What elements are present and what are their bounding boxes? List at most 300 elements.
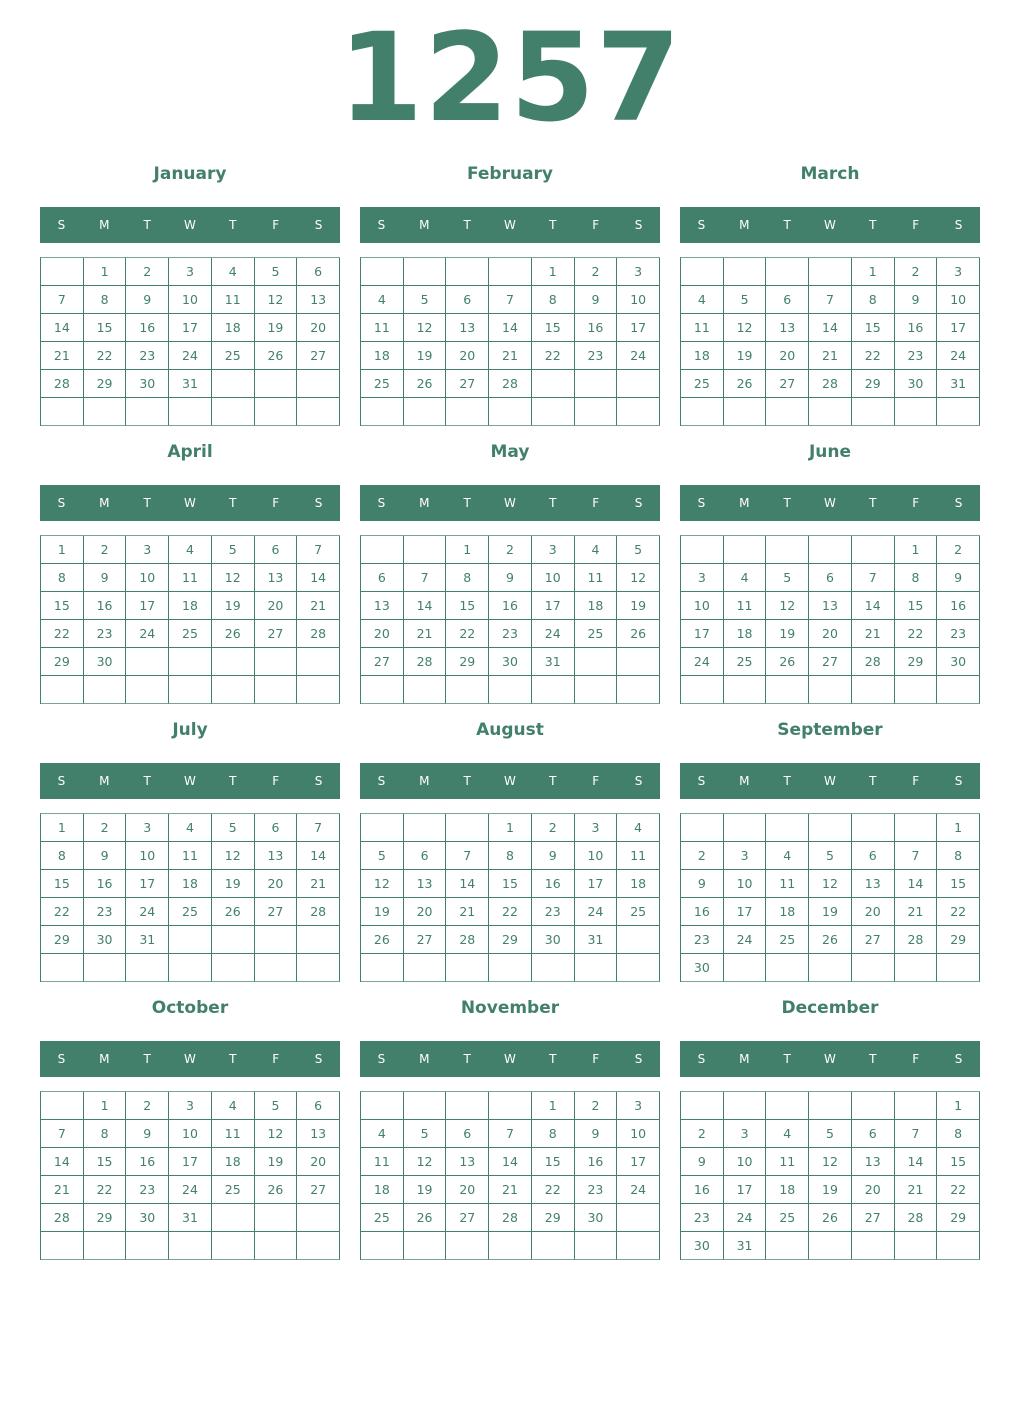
- weekday-label: S: [697, 774, 706, 788]
- day-cell: 9: [126, 1120, 169, 1148]
- day-cell: 20: [446, 1176, 489, 1204]
- empty-day-cell: [255, 398, 298, 426]
- day-cell: 28: [489, 1204, 532, 1232]
- day-cell: 6: [852, 1120, 895, 1148]
- day-cell: 22: [84, 342, 127, 370]
- day-cell: 15: [489, 870, 532, 898]
- weekday-label: T: [869, 496, 877, 510]
- weekday-label: S: [634, 1052, 643, 1066]
- empty-day-cell: [617, 370, 660, 398]
- empty-day-cell: [361, 954, 404, 982]
- day-cell: 6: [446, 1120, 489, 1148]
- empty-day-cell: [255, 676, 298, 704]
- empty-day-cell: [766, 814, 809, 842]
- day-cell: 6: [404, 842, 447, 870]
- day-cell: 14: [489, 1148, 532, 1176]
- day-cell: 9: [681, 870, 724, 898]
- day-cell: 4: [617, 814, 660, 842]
- weekday-label: T: [869, 218, 877, 232]
- empty-day-cell: [446, 1092, 489, 1120]
- day-cell: 26: [617, 620, 660, 648]
- day-cell: 7: [297, 536, 340, 564]
- empty-day-cell: [169, 926, 212, 954]
- empty-day-cell: [895, 814, 938, 842]
- weekday-label: F: [272, 1052, 280, 1066]
- empty-day-cell: [446, 814, 489, 842]
- empty-day-cell: [126, 1232, 169, 1260]
- day-cell: 11: [361, 314, 404, 342]
- day-cell: 5: [724, 286, 767, 314]
- weekday-label: T: [463, 496, 471, 510]
- weekday-label: W: [824, 1052, 836, 1066]
- empty-day-cell: [766, 1232, 809, 1260]
- day-cell: 10: [681, 592, 724, 620]
- day-cell: 4: [212, 258, 255, 286]
- empty-day-cell: [297, 676, 340, 704]
- day-cell: 29: [41, 926, 84, 954]
- empty-day-cell: [361, 1092, 404, 1120]
- day-cell: 25: [212, 1176, 255, 1204]
- empty-day-cell: [297, 648, 340, 676]
- day-cell: 6: [766, 286, 809, 314]
- empty-day-cell: [297, 954, 340, 982]
- day-cell: 18: [169, 870, 212, 898]
- day-cell: 10: [724, 870, 767, 898]
- weekday-label: T: [869, 1052, 877, 1066]
- day-cell: 10: [617, 286, 660, 314]
- weekday-label: T: [869, 774, 877, 788]
- day-cell: 6: [297, 1092, 340, 1120]
- day-cell: 29: [937, 926, 980, 954]
- day-cell: 12: [255, 1120, 298, 1148]
- day-cell: 9: [84, 564, 127, 592]
- day-cell: 13: [255, 564, 298, 592]
- day-cell: 8: [446, 564, 489, 592]
- day-cell: 2: [681, 842, 724, 870]
- weekday-label: S: [57, 1052, 66, 1066]
- empty-day-cell: [681, 814, 724, 842]
- weekday-label: T: [549, 774, 557, 788]
- day-cell: 28: [852, 648, 895, 676]
- day-cell: 11: [212, 1120, 255, 1148]
- day-cell: 24: [575, 898, 618, 926]
- empty-day-cell: [852, 676, 895, 704]
- day-cell: 3: [169, 258, 212, 286]
- day-cell: 1: [84, 1092, 127, 1120]
- day-cell: 14: [297, 564, 340, 592]
- day-cell: 19: [724, 342, 767, 370]
- day-cell: 21: [41, 342, 84, 370]
- day-cell: 11: [766, 870, 809, 898]
- day-cell: 4: [212, 1092, 255, 1120]
- day-cell: 21: [852, 620, 895, 648]
- month-name: February: [466, 164, 554, 184]
- day-cell: 7: [895, 1120, 938, 1148]
- empty-day-cell: [446, 398, 489, 426]
- day-cell: 17: [617, 314, 660, 342]
- empty-day-cell: [126, 398, 169, 426]
- empty-day-cell: [809, 258, 852, 286]
- weekday-label: M: [99, 1052, 110, 1066]
- day-cell: 23: [681, 926, 724, 954]
- day-grid: [40, 257, 340, 426]
- month-july: [40, 714, 340, 992]
- day-cell: 24: [681, 648, 724, 676]
- day-cell: 29: [84, 1204, 127, 1232]
- day-cell: 13: [361, 592, 404, 620]
- empty-day-cell: [532, 398, 575, 426]
- day-cell: 2: [575, 1092, 618, 1120]
- day-cell: 1: [852, 258, 895, 286]
- day-cell: 17: [169, 314, 212, 342]
- day-cell: 15: [41, 592, 84, 620]
- empty-day-cell: [255, 648, 298, 676]
- month-name: October: [151, 998, 229, 1018]
- day-cell: 17: [575, 870, 618, 898]
- day-cell: 22: [532, 342, 575, 370]
- weekday-label: S: [954, 218, 963, 232]
- empty-day-cell: [212, 370, 255, 398]
- day-cell: 26: [766, 648, 809, 676]
- empty-day-cell: [361, 814, 404, 842]
- day-cell: 30: [681, 1232, 724, 1260]
- day-cell: 25: [169, 620, 212, 648]
- empty-day-cell: [575, 370, 618, 398]
- day-cell: 11: [212, 286, 255, 314]
- day-cell: 19: [212, 870, 255, 898]
- day-cell: 21: [41, 1176, 84, 1204]
- empty-day-cell: [255, 954, 298, 982]
- weekday-header: [40, 485, 340, 521]
- empty-day-cell: [489, 1092, 532, 1120]
- day-cell: 1: [41, 536, 84, 564]
- day-grid: [680, 257, 980, 426]
- day-cell: 5: [404, 286, 447, 314]
- day-cell: 8: [41, 842, 84, 870]
- day-cell: 19: [809, 898, 852, 926]
- month-april: [40, 436, 340, 714]
- day-cell: 16: [532, 870, 575, 898]
- day-cell: 14: [895, 1148, 938, 1176]
- weekday-label: S: [634, 774, 643, 788]
- day-cell: 7: [489, 286, 532, 314]
- day-cell: 26: [724, 370, 767, 398]
- day-cell: 9: [489, 564, 532, 592]
- day-cell: 14: [852, 592, 895, 620]
- weekday-label: T: [143, 1052, 151, 1066]
- day-cell: 20: [297, 314, 340, 342]
- day-cell: 15: [937, 1148, 980, 1176]
- day-cell: 27: [766, 370, 809, 398]
- empty-day-cell: [212, 398, 255, 426]
- day-cell: 29: [895, 648, 938, 676]
- weekday-label: S: [377, 774, 386, 788]
- day-cell: 20: [361, 620, 404, 648]
- day-cell: 17: [126, 592, 169, 620]
- day-cell: 29: [852, 370, 895, 398]
- weekday-header: [680, 1041, 980, 1077]
- empty-day-cell: [575, 1232, 618, 1260]
- month-january: [40, 158, 340, 436]
- empty-day-cell: [575, 954, 618, 982]
- weekday-label: W: [184, 1052, 196, 1066]
- empty-day-cell: [255, 926, 298, 954]
- day-cell: 17: [724, 1176, 767, 1204]
- day-cell: 20: [809, 620, 852, 648]
- day-cell: 6: [361, 564, 404, 592]
- day-cell: 7: [297, 814, 340, 842]
- empty-day-cell: [895, 398, 938, 426]
- month-name: December: [781, 998, 879, 1018]
- day-cell: 17: [681, 620, 724, 648]
- weekday-label: M: [419, 496, 430, 510]
- day-cell: 15: [84, 314, 127, 342]
- day-cell: 2: [489, 536, 532, 564]
- weekday-label: W: [184, 218, 196, 232]
- day-cell: 9: [575, 1120, 618, 1148]
- day-cell: 26: [212, 898, 255, 926]
- day-cell: 2: [84, 814, 127, 842]
- empty-day-cell: [724, 1092, 767, 1120]
- weekday-label: T: [463, 218, 471, 232]
- weekday-label: F: [272, 218, 280, 232]
- empty-day-cell: [41, 676, 84, 704]
- day-cell: 10: [169, 286, 212, 314]
- day-cell: 3: [617, 1092, 660, 1120]
- day-cell: 12: [404, 1148, 447, 1176]
- empty-day-cell: [84, 676, 127, 704]
- day-cell: 12: [809, 870, 852, 898]
- day-cell: 21: [895, 1176, 938, 1204]
- day-cell: 26: [404, 370, 447, 398]
- month-november: [360, 992, 660, 1270]
- weekday-header: [680, 763, 980, 799]
- day-cell: 19: [404, 1176, 447, 1204]
- day-cell: 7: [489, 1120, 532, 1148]
- weekday-label: T: [143, 218, 151, 232]
- day-cell: 10: [126, 842, 169, 870]
- day-cell: 21: [446, 898, 489, 926]
- day-cell: 8: [41, 564, 84, 592]
- day-cell: 21: [297, 592, 340, 620]
- empty-day-cell: [255, 1204, 298, 1232]
- day-cell: 28: [446, 926, 489, 954]
- empty-day-cell: [126, 648, 169, 676]
- day-cell: 30: [895, 370, 938, 398]
- month-december: [680, 992, 980, 1270]
- day-grid: [680, 535, 980, 704]
- day-cell: 26: [404, 1204, 447, 1232]
- day-cell: 30: [84, 926, 127, 954]
- weekday-label: S: [954, 774, 963, 788]
- day-cell: 9: [84, 842, 127, 870]
- day-cell: 13: [297, 286, 340, 314]
- day-cell: 8: [937, 1120, 980, 1148]
- day-cell: 22: [489, 898, 532, 926]
- empty-day-cell: [766, 536, 809, 564]
- day-cell: 4: [575, 536, 618, 564]
- day-cell: 8: [852, 286, 895, 314]
- day-cell: 27: [255, 620, 298, 648]
- day-cell: 11: [361, 1148, 404, 1176]
- day-cell: 13: [766, 314, 809, 342]
- weekday-label: F: [592, 774, 600, 788]
- empty-day-cell: [404, 258, 447, 286]
- weekday-label: S: [314, 1052, 323, 1066]
- day-cell: 11: [724, 592, 767, 620]
- empty-day-cell: [169, 954, 212, 982]
- empty-day-cell: [489, 1232, 532, 1260]
- empty-day-cell: [361, 536, 404, 564]
- day-cell: 28: [895, 1204, 938, 1232]
- day-cell: 12: [255, 286, 298, 314]
- day-cell: 16: [681, 1176, 724, 1204]
- month-name: April: [167, 442, 213, 462]
- day-cell: 19: [809, 1176, 852, 1204]
- day-cell: 26: [809, 1204, 852, 1232]
- day-cell: 3: [724, 842, 767, 870]
- day-cell: 21: [895, 898, 938, 926]
- empty-day-cell: [766, 954, 809, 982]
- day-cell: 10: [532, 564, 575, 592]
- empty-day-cell: [297, 1232, 340, 1260]
- day-cell: 10: [724, 1148, 767, 1176]
- day-cell: 20: [404, 898, 447, 926]
- weekday-label: M: [419, 218, 430, 232]
- day-cell: 12: [212, 842, 255, 870]
- weekday-label: T: [783, 774, 791, 788]
- empty-day-cell: [489, 954, 532, 982]
- day-cell: 6: [809, 564, 852, 592]
- weekday-label: T: [783, 1052, 791, 1066]
- day-cell: 28: [809, 370, 852, 398]
- weekday-header: [360, 485, 660, 521]
- day-cell: 25: [766, 1204, 809, 1232]
- day-cell: 27: [255, 898, 298, 926]
- day-cell: 3: [937, 258, 980, 286]
- day-cell: 27: [297, 1176, 340, 1204]
- day-cell: 20: [446, 342, 489, 370]
- day-cell: 30: [126, 1204, 169, 1232]
- day-cell: 2: [937, 536, 980, 564]
- day-cell: 3: [126, 814, 169, 842]
- weekday-label: T: [143, 496, 151, 510]
- day-cell: 7: [446, 842, 489, 870]
- month-october: [40, 992, 340, 1270]
- empty-day-cell: [809, 1092, 852, 1120]
- weekday-label: S: [57, 218, 66, 232]
- weekday-label: T: [463, 1052, 471, 1066]
- day-cell: 17: [169, 1148, 212, 1176]
- day-cell: 24: [169, 1176, 212, 1204]
- day-cell: 12: [766, 592, 809, 620]
- day-cell: 5: [361, 842, 404, 870]
- day-cell: 22: [895, 620, 938, 648]
- day-cell: 1: [937, 1092, 980, 1120]
- empty-day-cell: [937, 954, 980, 982]
- weekday-label: F: [272, 774, 280, 788]
- day-cell: 25: [724, 648, 767, 676]
- empty-day-cell: [126, 676, 169, 704]
- day-grid: [360, 1091, 660, 1260]
- day-cell: 18: [361, 1176, 404, 1204]
- day-cell: 30: [126, 370, 169, 398]
- weekday-label: M: [739, 218, 750, 232]
- day-cell: 2: [84, 536, 127, 564]
- day-cell: 5: [404, 1120, 447, 1148]
- day-cell: 25: [212, 342, 255, 370]
- day-cell: 19: [617, 592, 660, 620]
- empty-day-cell: [809, 676, 852, 704]
- day-cell: 19: [766, 620, 809, 648]
- empty-day-cell: [681, 258, 724, 286]
- day-cell: 24: [532, 620, 575, 648]
- day-cell: 10: [575, 842, 618, 870]
- day-cell: 23: [575, 342, 618, 370]
- weekday-label: M: [99, 496, 110, 510]
- day-cell: 7: [809, 286, 852, 314]
- empty-day-cell: [532, 1232, 575, 1260]
- day-cell: 28: [41, 370, 84, 398]
- weekday-header: [40, 763, 340, 799]
- months-grid: [40, 158, 980, 1270]
- day-cell: 28: [489, 370, 532, 398]
- day-cell: 5: [809, 1120, 852, 1148]
- day-cell: 6: [297, 258, 340, 286]
- day-cell: 30: [681, 954, 724, 982]
- empty-day-cell: [404, 1092, 447, 1120]
- day-cell: 9: [937, 564, 980, 592]
- day-cell: 22: [532, 1176, 575, 1204]
- weekday-label: T: [783, 218, 791, 232]
- day-cell: 8: [532, 286, 575, 314]
- day-cell: 17: [617, 1148, 660, 1176]
- day-cell: 28: [895, 926, 938, 954]
- day-cell: 16: [126, 1148, 169, 1176]
- day-cell: 25: [617, 898, 660, 926]
- empty-day-cell: [255, 1232, 298, 1260]
- day-cell: 8: [895, 564, 938, 592]
- day-cell: 5: [617, 536, 660, 564]
- day-cell: 16: [84, 870, 127, 898]
- day-cell: 6: [255, 814, 298, 842]
- empty-day-cell: [617, 398, 660, 426]
- weekday-header: [40, 1041, 340, 1077]
- day-cell: 19: [361, 898, 404, 926]
- day-cell: 15: [852, 314, 895, 342]
- day-cell: 30: [937, 648, 980, 676]
- day-cell: 29: [41, 648, 84, 676]
- empty-day-cell: [852, 536, 895, 564]
- empty-day-cell: [575, 398, 618, 426]
- empty-day-cell: [617, 1204, 660, 1232]
- day-cell: 21: [489, 1176, 532, 1204]
- day-cell: 2: [126, 258, 169, 286]
- day-cell: 14: [41, 314, 84, 342]
- day-cell: 14: [895, 870, 938, 898]
- day-cell: 4: [169, 814, 212, 842]
- empty-day-cell: [446, 676, 489, 704]
- day-cell: 20: [255, 870, 298, 898]
- day-cell: 1: [446, 536, 489, 564]
- day-cell: 14: [446, 870, 489, 898]
- empty-day-cell: [937, 1232, 980, 1260]
- month-name: November: [460, 998, 560, 1018]
- day-cell: 30: [532, 926, 575, 954]
- weekday-label: W: [824, 774, 836, 788]
- empty-day-cell: [169, 398, 212, 426]
- empty-day-cell: [404, 954, 447, 982]
